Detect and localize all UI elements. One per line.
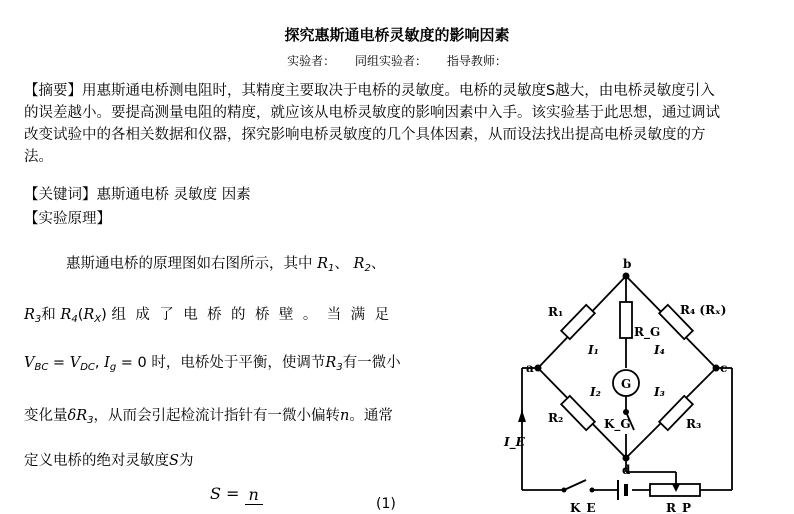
principle-heading	[24, 208, 724, 230]
instructor-label: 指导教师：	[446, 54, 507, 68]
abstract-label: 【摘要】	[24, 83, 82, 99]
rp-label: R_P	[666, 501, 691, 514]
body-line-1: 惠斯通电桥的原理图如右图所示，其中 $R_1$、 $R_2$、	[66, 256, 386, 274]
i3-label: I₃	[654, 385, 665, 399]
body-text: 为	[178, 453, 194, 469]
ie-label: I_E	[504, 435, 525, 449]
body-text: 组成了电桥的桥壁。当满足	[111, 307, 399, 323]
body-text: 。通常	[349, 408, 393, 424]
body-line-3: $V_{BC} = V_{DC}$, $I_g = 0$ 时，电桥处于平衡，使调节$R_3$有一微小	[24, 355, 401, 373]
node-a-label: a	[526, 361, 534, 375]
body-text: ，从而会引起检流计指针有一微小偏转	[93, 408, 341, 424]
keywords	[24, 184, 724, 206]
body-text: 定义电桥的绝对灵敏度	[24, 453, 169, 469]
formula-1	[210, 484, 263, 505]
rg-label: R_G	[634, 325, 661, 339]
galvanometer-label: G	[621, 377, 632, 391]
ke-label: K_E	[570, 501, 596, 514]
author-line	[0, 52, 794, 69]
r1-label: R₁	[548, 305, 564, 319]
kg-label: K_G	[604, 417, 631, 431]
formula-lhs: S =	[210, 484, 240, 503]
paper-title: 探究惠斯通电桥灵敏度的影响因素	[284, 26, 510, 44]
node-d-label: d	[622, 463, 631, 477]
r2-label: R₂	[548, 411, 564, 425]
formula-numerator: n	[245, 485, 263, 505]
body-line-4: 变化量$\delta R_3$，从而会引起检流计指针有一微小偏转n。通常	[24, 408, 393, 426]
keywords-label: 【关键词】	[24, 187, 97, 203]
i4-label: I₄	[654, 343, 665, 357]
abstract-text: 用惠斯通电桥测电阻时，其精度主要取决于电桥的灵敏度。电桥的灵敏度S越大，由电桥灵敏度引入的误差越小。要提高测量电阻的精度，就应该从电桥灵敏度的影响因素中入手。该实验基于此思想，通过调试改变试验中的各相关数据和仪器，探究影响电桥灵敏度的几个具体因素，从而设法找出提高电桥灵敏度的方法。	[24, 83, 720, 165]
body-text: 时，电桥处于平衡，使调节	[151, 355, 326, 371]
node-b-label: b	[623, 257, 632, 271]
body-line-5: 定义电桥的绝对灵敏度S为	[24, 453, 194, 469]
i1-label: I₁	[588, 343, 599, 357]
wheatstone-bridge-diagram	[500, 250, 750, 514]
abstract	[24, 80, 724, 168]
partner-label: 同组实验者：	[354, 54, 427, 68]
node-c-label: c	[720, 361, 728, 375]
body-text: 有一微小	[342, 355, 401, 371]
body-line-2: $R_3$和 $R_4(R_X)$ 组成了电桥的桥壁。当满足	[24, 307, 399, 325]
r3-label: R₃	[686, 417, 702, 431]
formula-number: (1)	[376, 496, 396, 512]
experimenter-label: 实验者：	[287, 54, 336, 68]
keywords-text: 惠斯通电桥 灵敏度 因素	[96, 187, 251, 203]
r4-label: R₄ (Rₓ)	[680, 303, 727, 317]
principle-label: 【实验原理】	[24, 211, 111, 227]
body-text: 变化量	[24, 408, 68, 424]
body-text: 惠斯通电桥的原理图如右图所示，其中	[66, 256, 313, 272]
i2-label: I₂	[590, 385, 601, 399]
